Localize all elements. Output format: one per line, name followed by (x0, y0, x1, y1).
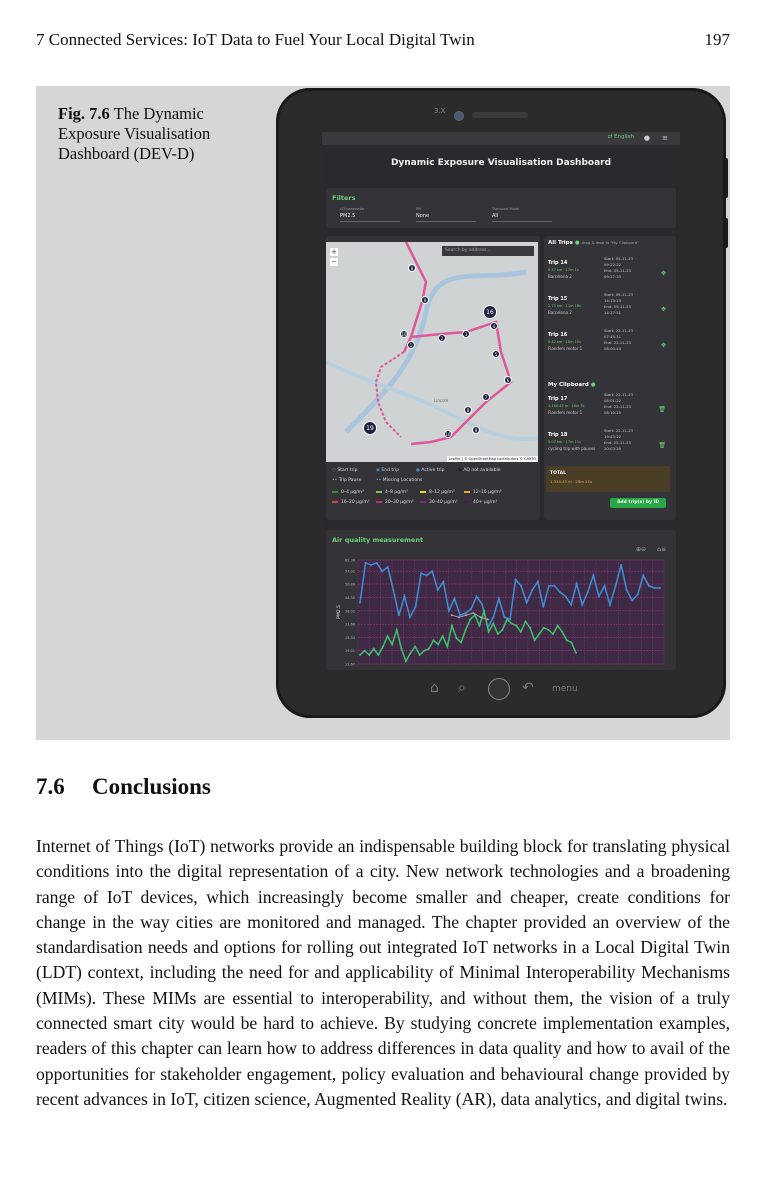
chart-point (637, 593, 639, 595)
chart-point (391, 643, 393, 645)
zoom-in-button[interactable]: + (331, 248, 337, 256)
filters-panel (326, 188, 676, 228)
zoom-out-button[interactable]: − (331, 258, 337, 266)
chart-point (529, 627, 531, 629)
chart-point (559, 591, 561, 593)
clipboard-title-text: My Clipboard (548, 382, 589, 388)
chart-ytick-label: 31.68 (344, 622, 355, 627)
trip-times (604, 292, 646, 316)
chart-point (483, 610, 485, 612)
legend-label: Start trip (337, 468, 358, 473)
trip-stats: 5.07 km · 17m 11s (548, 440, 581, 444)
back-icon[interactable]: ↶ (522, 680, 534, 696)
chart-point (575, 652, 577, 654)
speaker-slot (472, 112, 528, 118)
chart-point (615, 585, 617, 587)
legend-scale-item (464, 500, 497, 505)
trip-start: Start: 22-11-23 07:45:11 (604, 328, 633, 339)
chart-point (409, 616, 411, 618)
section-number: 7.6 (36, 774, 65, 799)
chart-point (446, 646, 448, 648)
trip-end: End: 22-11-23 08:00:44 (604, 340, 631, 351)
filter-value: PM2.5 (340, 213, 356, 219)
legend-scale-label: 4–8 µg/m³ (385, 490, 408, 495)
trip-stats: 5.42 km · 16m 10s (548, 340, 581, 344)
map-marker[interactable]: 8 (464, 406, 472, 414)
chart-point (566, 639, 568, 641)
all-trips-title: All Trips ● drag & drop to "My Clipboard" (548, 240, 639, 246)
chart-point (469, 618, 471, 620)
legend-scale-label: 40+ µg/m³ (473, 500, 498, 505)
trip-action-icon[interactable]: ✥ (660, 342, 666, 349)
map-marker[interactable]: 10 (401, 332, 407, 337)
chapter-title: 7 Connected Services: IoT Data to Fuel Your Local Digital Twin (36, 30, 475, 49)
map-marker[interactable]: 2 (438, 334, 446, 342)
chart-point (492, 623, 494, 625)
map-marker[interactable]: 9 (421, 296, 429, 304)
tablet-device (276, 88, 726, 718)
chart-point (542, 606, 544, 608)
chart-home-icon[interactable]: ⌂≡ (657, 546, 666, 553)
trip-start: Start: 05-11-23 09:22:22 (604, 256, 633, 267)
map-marker[interactable]: 19 (363, 421, 377, 435)
chart-point (531, 589, 533, 591)
chart-point (653, 587, 655, 589)
legend-scale-label: 30–40 µg/m³ (429, 500, 458, 505)
legend-label: Trip Pause (338, 478, 362, 483)
legend-scale-label: 20–30 µg/m³ (385, 500, 414, 505)
chart-point (543, 627, 545, 629)
dashboard-screen (322, 132, 680, 672)
trip-times (604, 392, 646, 416)
all-trips-title-text: All Trips (548, 240, 573, 246)
chart-ytick-label: 12.67 (344, 662, 355, 667)
legend-scale-label: 0–4 µg/m³ (341, 490, 364, 495)
dashboard-title: Dynamic Exposure Visualisation Dashboard (390, 158, 612, 168)
chart-point (642, 574, 644, 576)
trip-mode: Flanders motor 1 (548, 410, 583, 415)
chart-point (459, 614, 461, 616)
map-marker[interactable]: 5 (492, 350, 500, 358)
chart-point (437, 589, 439, 591)
chart-point (373, 648, 375, 650)
trip-mode: cycling trip with pauses (548, 446, 596, 451)
chart-point (396, 629, 398, 631)
trip-stats: 2.75 km · 11m 18s (548, 304, 581, 308)
legend-swatch (332, 501, 338, 503)
chart-point (414, 646, 416, 648)
chart-point (387, 635, 389, 637)
legend-scale-item (464, 490, 502, 495)
chart-point (387, 566, 389, 568)
map-road (326, 362, 538, 439)
figure-caption (58, 104, 248, 164)
chart-point (433, 639, 435, 641)
legend-scale-item (332, 500, 370, 505)
chart-point (410, 652, 412, 654)
chart-point (365, 562, 367, 564)
running-head (36, 30, 730, 52)
chart-point (501, 629, 503, 631)
total-value: 1,334.43 m · 25m 11s (550, 479, 592, 484)
map-marker[interactable]: 8 (408, 264, 416, 272)
chart-point (359, 654, 361, 656)
chart-point (659, 587, 661, 589)
chart-point (431, 570, 433, 572)
trip-mode: Flanders motor 1 (548, 346, 583, 351)
chart-point (451, 614, 453, 616)
figure-caption-text: The Dynamic Exposure Visualisation Dashboard (DEV-D) (58, 104, 211, 163)
chart-point (557, 625, 559, 627)
body-paragraph: Internet of Things (IoT) networks provide an indispensable building block for translating physical conditions into the digital representation of a city. New network technologies and a broadening range of IoT devices, which increasingly become smaller and cheaper, create conditions for change in the way cities are monitored and managed. The chapter provided an overview of the standardisation needs and options for rolling out integrated IoT networks in a Local Digital Twin (LDT) context, including the need for and applicability of Minimal Interoperability Mechanisms (MIMs). These MIMs are essential to interoperability, and without them, the vision of a truly connected smart city would be hard to achieve. By studying concrete implementation examples, readers of this chapter can learn how to address differences in data quality and how to avail of the opportunities for stakeholder engagement, policy evaluation and behavioural change provided by recent advances in IoT, citizen science, Augmented Reality (AR), data analytics, and digital twins. (36, 836, 730, 1109)
chart-point (405, 660, 407, 662)
search-icon[interactable]: ⌕ (458, 680, 466, 696)
chart-point (511, 623, 513, 625)
section-heading (36, 774, 211, 800)
legend-label: Active trip (421, 468, 445, 473)
legend-scale-item (376, 500, 414, 505)
chart-point (420, 572, 422, 574)
chart-point (382, 646, 384, 648)
chart-title: Air quality measurement (332, 536, 424, 544)
total-label: TOTAL (550, 471, 566, 476)
chart-point (400, 648, 402, 650)
trip-action-icon[interactable]: 🗑 (658, 442, 666, 449)
tablet-side-button (724, 218, 728, 248)
legend-label: Missing Locations (382, 478, 423, 483)
chart-point (520, 585, 522, 587)
trip-end: End: 22-11-23 20:03:29 (604, 440, 631, 451)
legend-scale-item (332, 490, 364, 495)
chart-point (453, 597, 455, 599)
legend-swatch (376, 501, 382, 503)
filter-label: Transport Mode (492, 207, 520, 211)
chart-point (626, 589, 628, 591)
trip-name: Trip 18 (548, 432, 568, 438)
map-marker[interactable]: 3 (462, 330, 470, 338)
map-marker[interactable]: 9 (472, 426, 480, 434)
chart-point (465, 614, 467, 616)
chart-point (451, 625, 453, 627)
chart-point (456, 637, 458, 639)
map-marker[interactable]: 6 (504, 376, 512, 384)
chart-point (561, 631, 563, 633)
chart-point (364, 650, 366, 652)
figure (36, 86, 730, 740)
legend-swatch (420, 491, 426, 493)
chart-point (426, 574, 428, 576)
chart-point (537, 581, 539, 583)
map-marker[interactable]: 4 (490, 322, 498, 330)
chart-ytick-label: 62.36 (344, 558, 355, 563)
figure-label: Fig. 7.6 (58, 104, 110, 123)
filter-label: AQ parameter (340, 207, 365, 211)
map-marker[interactable]: 7 (482, 393, 490, 401)
chart-point (487, 618, 489, 620)
dashboard-topbar (322, 132, 680, 145)
chart-point (472, 612, 474, 614)
chart-point (520, 631, 522, 633)
language-label: English (614, 134, 634, 140)
air-quality-chart (326, 530, 676, 670)
camera-label: 3.X (434, 107, 446, 115)
map-attribution: Leaflet | © OpenStreetMap contributors © CARTO (448, 457, 536, 461)
trip-end: End: 22-11-23 08:10:25 (604, 404, 631, 415)
chart-point (423, 650, 425, 652)
filter-value: None (416, 213, 430, 219)
chart-point (503, 616, 505, 618)
air-quality-chart-panel (326, 530, 676, 670)
trip-route (404, 242, 511, 444)
chart-point (448, 610, 450, 612)
chart-point (565, 595, 567, 597)
page-number: 197 (704, 30, 730, 49)
camera-icon (454, 111, 464, 121)
tablet-side-button (724, 158, 728, 198)
legend-trip-pause: •• Trip Pause (332, 478, 362, 483)
chart-point (587, 591, 589, 593)
filter-underline (492, 221, 552, 222)
trip-map[interactable] (326, 242, 538, 462)
language-selector[interactable]: ⇄ English (607, 134, 634, 140)
chart-point (570, 604, 572, 606)
legend-scale-item (420, 490, 455, 495)
legend-scale-label: 12–16 µg/m³ (473, 490, 502, 495)
trip-times (604, 328, 646, 352)
legend-scale-label: 8–12 µg/m³ (429, 490, 455, 495)
clipboard-title: My Clipboard ● (548, 382, 596, 388)
legend-label: End trip (381, 468, 400, 473)
chart-point (428, 648, 430, 650)
chart-point (598, 595, 600, 597)
chart-point (547, 629, 549, 631)
chart-point (419, 654, 421, 656)
legend-scale-item (376, 490, 408, 495)
chart-point (497, 633, 499, 635)
chart-point (470, 608, 472, 610)
chart-point (506, 618, 508, 620)
chart-point (480, 616, 482, 618)
chart-point (481, 604, 483, 606)
chart-point (437, 643, 439, 645)
chart-point (515, 579, 517, 581)
trip-action-icon[interactable]: ✥ (660, 270, 666, 277)
tablet-nav-bar (430, 678, 600, 702)
chart-point (603, 585, 605, 587)
chart-point (381, 570, 383, 572)
chart-point (488, 631, 490, 633)
chart-point (576, 583, 578, 585)
legend-scale-item (420, 500, 458, 505)
chart-point (620, 564, 622, 566)
chart-point (442, 581, 444, 583)
chart-ytick-label: 44.35 (344, 596, 355, 601)
map-marker[interactable]: 16 (483, 305, 497, 319)
trip-start: Start: 22-11-23 19:43:22 (604, 428, 633, 439)
trip-card[interactable] (544, 326, 668, 372)
chart-point (460, 641, 462, 643)
chart-ylabel: PM2.5 (337, 605, 342, 619)
chart-point (592, 574, 594, 576)
chart-point (498, 597, 500, 599)
chart-point (534, 639, 536, 641)
chart-ytick-label: 50.89 (344, 582, 355, 587)
trip-start: Start: 22-11-23 08:01:22 (604, 392, 633, 403)
chart-point (370, 564, 372, 566)
chart-point (415, 606, 417, 608)
chart-point (515, 625, 517, 627)
chart-point (552, 633, 554, 635)
trip-name: Trip 15 (548, 296, 568, 302)
chart-point (526, 602, 528, 604)
chart-point (442, 635, 444, 637)
map-marker[interactable]: 10 (445, 432, 451, 437)
chart-point (359, 602, 361, 604)
chart-point (377, 654, 379, 656)
legend-start-trip: ○ Start trip (332, 468, 358, 473)
chart-point (392, 589, 394, 591)
chart-ytick-label: 25.34 (344, 635, 355, 640)
legend-swatch (376, 491, 382, 493)
chart-point (509, 618, 511, 620)
legend-active-trip: ● Active trip (416, 468, 445, 473)
trip-times (604, 256, 646, 280)
menu-icon[interactable]: ≡ (662, 134, 668, 142)
trip-end: End: 05-11-23 09:27:33 (604, 268, 631, 279)
chart-point (553, 585, 555, 587)
menu-label[interactable]: menu (552, 684, 578, 694)
legend-swatch (420, 501, 426, 503)
trip-action-icon[interactable]: ✥ (660, 306, 666, 313)
all-trips-hint: drag & drop to "My Clipboard" (581, 240, 639, 245)
map-town-label: Lincoln (434, 398, 449, 403)
chart-point (548, 585, 550, 587)
chart-point (478, 625, 480, 627)
trip-name: Trip 17 (548, 396, 568, 402)
home-icon[interactable]: ⌂ (430, 680, 439, 696)
chart-point (465, 612, 467, 614)
chart-point (570, 641, 572, 643)
chart-point (376, 562, 378, 564)
chart-zoom-icons[interactable]: ⊕⊖ (635, 546, 646, 553)
filters-title: Filters (332, 194, 356, 202)
chart-ytick-label: 57.02 (344, 569, 355, 574)
trip-mode: Barcelona 2 (548, 310, 572, 315)
filter-value: All (492, 213, 499, 219)
legend-label: AQ not available (463, 468, 501, 473)
map-canvas (326, 242, 538, 462)
trip-times (604, 428, 646, 452)
legend-swatch (332, 491, 338, 493)
trip-mode: Barcelona 2 (548, 274, 572, 279)
legend-scale-label: 16–20 µg/m³ (341, 500, 370, 505)
trip-stats: 1,186.43 m · 16m 3s (548, 404, 585, 408)
filter-label: PM (416, 207, 422, 211)
trip-name: Trip 14 (548, 260, 568, 266)
chart-point (465, 629, 467, 631)
trip-start: Start: 09-11-23 14:13:13 (604, 292, 633, 303)
home-button[interactable] (488, 678, 510, 700)
chart-point (648, 585, 650, 587)
chart-point (403, 595, 405, 597)
chart-point (538, 633, 540, 635)
user-icon[interactable]: ● (643, 134, 650, 142)
legend-end-trip: ◉ End trip (376, 468, 400, 473)
chart-point (524, 620, 526, 622)
trip-action-icon[interactable]: 🗑 (658, 406, 666, 413)
chart-point (581, 604, 583, 606)
map-search-input[interactable]: Search by address... (442, 246, 534, 256)
chart-point (492, 616, 494, 618)
map-marker[interactable]: 1 (407, 341, 415, 349)
chart-point (476, 595, 478, 597)
filter-underline (416, 221, 476, 222)
section-title: Conclusions (92, 774, 211, 799)
chart-point (631, 600, 633, 602)
clipboard-total (546, 466, 670, 492)
legend-swatch (464, 501, 470, 503)
legend-aq-not-available: ● AQ not available (458, 468, 501, 473)
trip-name: Trip 16 (548, 332, 568, 338)
chart-point (368, 654, 370, 656)
chart-ytick-label: 19.01 (344, 649, 355, 654)
filter-underline (340, 221, 400, 222)
chart-point (398, 614, 400, 616)
chart-ytick-label: 38.02 (344, 609, 355, 614)
chart-point (458, 616, 460, 618)
trip-stats: 9.57 km · 17m 1s (548, 268, 579, 272)
legend-missing-locations: •• Missing Locations (376, 478, 423, 483)
trip-end: End: 09-11-23 14:27:51 (604, 304, 631, 315)
add-trip-button[interactable]: Add trip(s) by ID (610, 498, 666, 508)
tablet-camera-area (432, 108, 572, 122)
chart-point (609, 604, 611, 606)
legend-swatch (464, 491, 470, 493)
